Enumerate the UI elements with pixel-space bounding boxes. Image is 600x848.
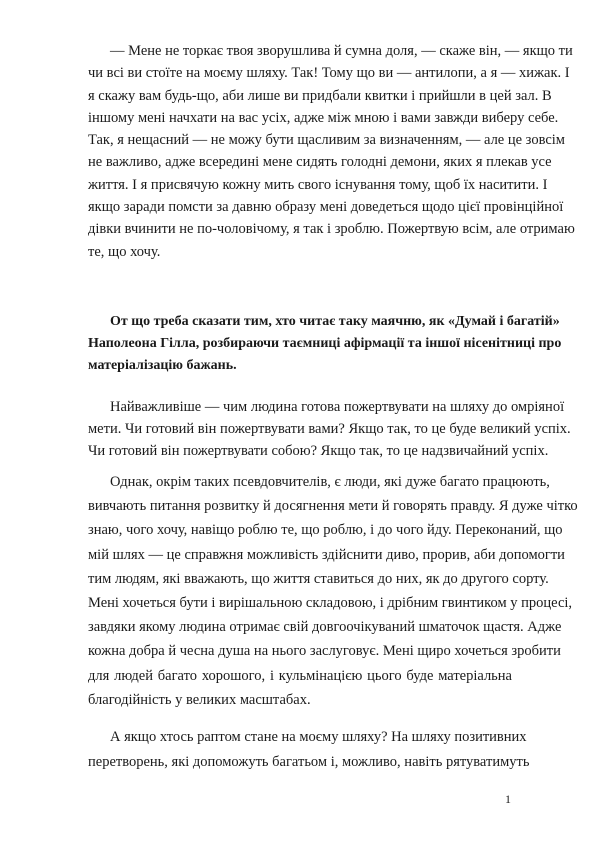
text-line: Наполеона Гілла, розбираючи таємниці афірмації та іншої нісенітниці про (88, 336, 562, 351)
text-line: іншому мені начхати на вас усіх, адже між мною і вами завжди виберу себе. (88, 109, 559, 126)
text-line: знаю, чого хочу, навіщо роблю те, що роблю, і до чого йду. Переконаний, що (88, 522, 563, 539)
text-line: Мені хочеться бути і вирішальною складовою, і дрібним гвинтиком у процесі, (88, 594, 573, 611)
paragraph-3 (88, 396, 571, 462)
paragraph-2-bold (88, 311, 562, 377)
text-line: Однак, окрім таких псевдовчителів, є люди, які дуже багато працюють, (110, 474, 550, 490)
text-line: не важливо, адже всередині мене сидять голодні демони, яких я плекав усе (88, 154, 552, 171)
text-line: От що треба сказати тим, хто читає таку маячню, як «Думай і багатій» (110, 314, 560, 329)
paragraph-5 (88, 725, 530, 775)
text-line: — Мене не торкає твоя зворушлива й сумна доля, — скаже він, — якщо ти (110, 43, 573, 59)
text-line: дівки вчинити не по-чоловічому, я так і зроблю. Пожертвую всім, але отримаю (88, 221, 575, 238)
text-line: те, що хочу. (88, 243, 161, 260)
text-line: якщо заради помсти за давню образу мені доведеться щодо цієї провінційної (88, 199, 564, 216)
text-line: А якщо хтось раптом стане на моєму шляху? На шляху позитивних (110, 729, 527, 745)
text-line: завдяки якому людина отримає свій довгоочікуваний шматочок щастя. Адже (88, 619, 562, 636)
text-line: я скажу вам будь-що, аби лише ви придбали квитки і прийшли в цей зал. В (88, 87, 552, 104)
text-line: матеріалізацію бажань. (88, 358, 237, 373)
text-line: Найважливіше — чим людина готова пожертвувати на шляху до омріяної (110, 399, 565, 415)
text-line: вивчають питання розвитку й досягнення мети й говорять правду. Я дуже чітко (88, 498, 578, 515)
text-line: перетворень, які допоможуть багатьом і, можливо, навіть рятуватимуть (88, 754, 530, 770)
text-line: тим людям, які вважають, що життя ставиться до них, як до другого сорту. (88, 570, 549, 587)
text-line: мети. Чи готовий він пожертвувати вами? Якщо так, то це буде великий успіх. (88, 421, 571, 437)
text-line: Чи готовий він пожертвувати собою? Якщо так, то це надзвичайний успіх. (88, 443, 549, 459)
text-line: чи всі ви стоїте на моєму шляху. Так! Тому що ви — антилопи, а я — хижак. І (88, 65, 570, 82)
text-line: життя. І я присвячую кожну мить свого існування тому, щоб їх наситити. І (88, 176, 548, 193)
text-line: кожна добра й чесна душа на нього заслуговує. Мені щиро хочеться зробити (88, 643, 561, 660)
paragraph-1 (88, 40, 575, 263)
text-line: Так, я нещасний — не можу бути щасливим за визначенням, — але це зовсім (88, 132, 565, 149)
text-line: для людей багато хорошого, і кульмінацією цього буде матеріальна (88, 667, 512, 684)
text-line: мій шлях — це справжня можливість здійснити диво, прорив, аби допомогти (88, 546, 565, 563)
paragraph-4 (88, 470, 578, 712)
page-number: 1 (505, 792, 511, 806)
text-line: благодійність у великих масштабах. (88, 691, 311, 708)
